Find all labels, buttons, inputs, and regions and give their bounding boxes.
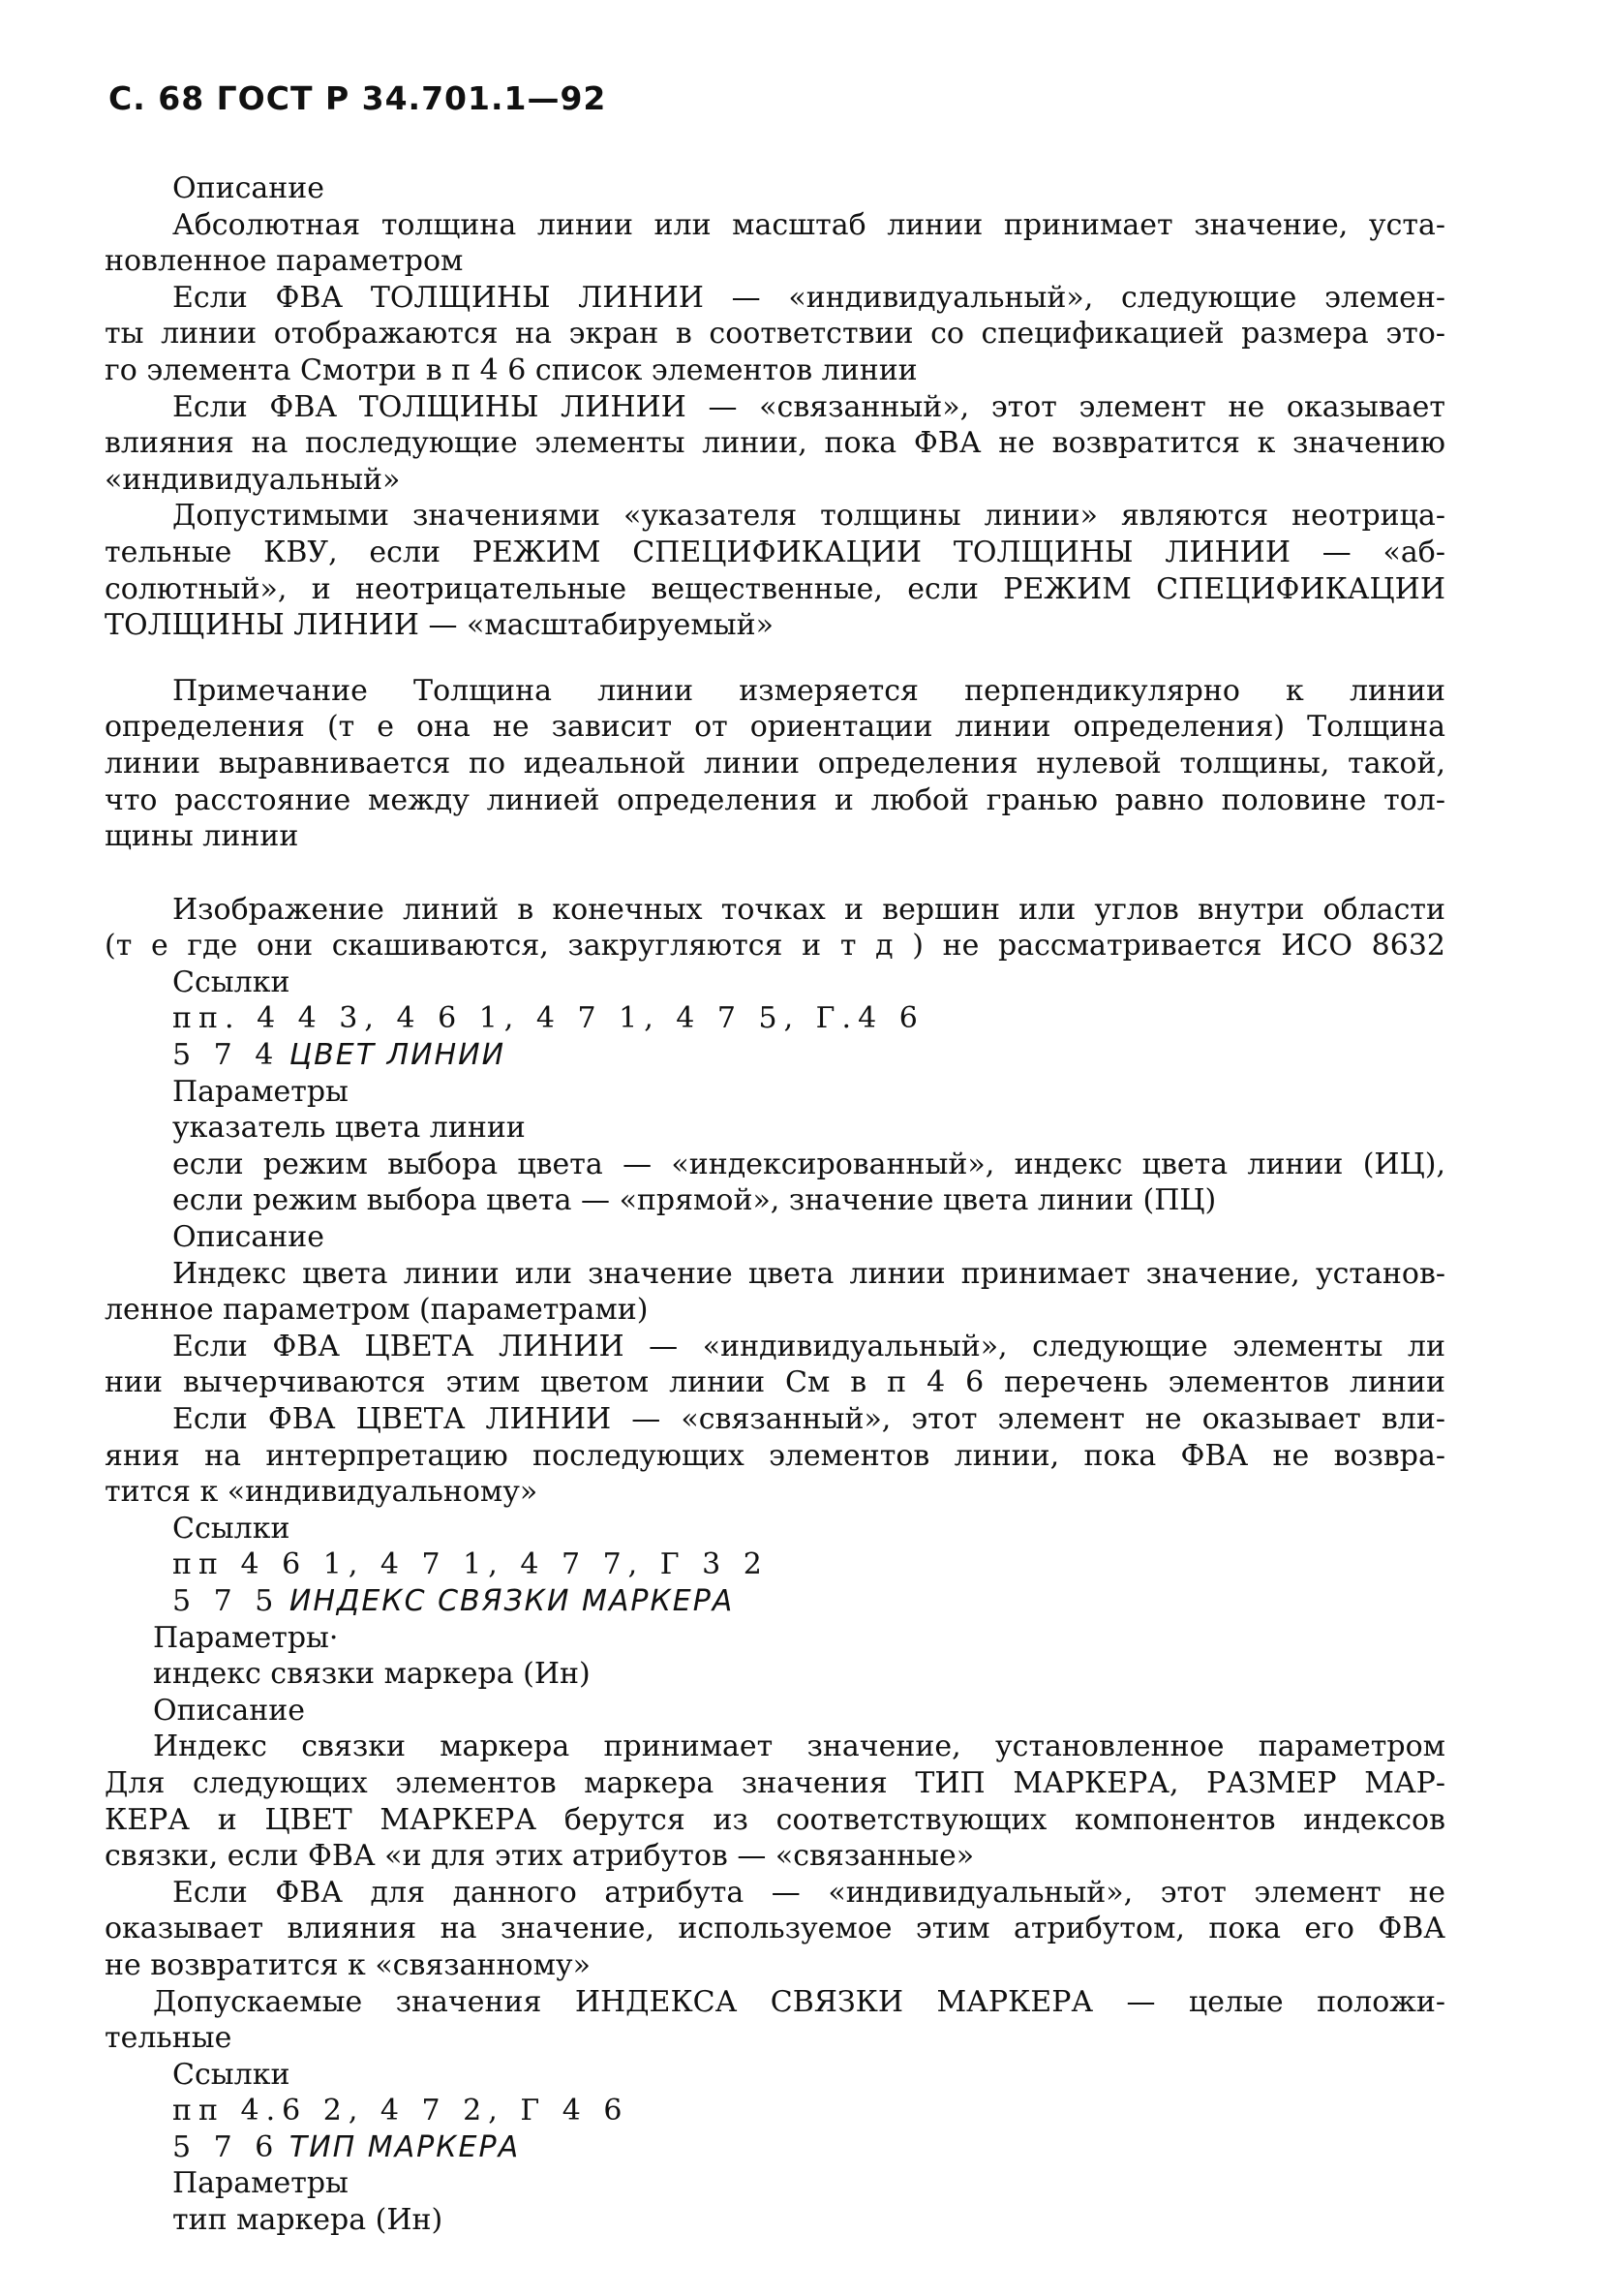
note-line: что расстояние между линией определения и любой гранью равно половине тол- bbox=[105, 782, 1445, 817]
text-line: тится к «индивидуальному» bbox=[105, 1475, 538, 1510]
note-line: Примечание Толщина линии измеряется перпендикулярно к линии bbox=[172, 673, 1445, 708]
text-line: Для следующих элементов маркера значения ТИП МАРКЕРА, РАЗМЕР МАР- bbox=[105, 1765, 1445, 1800]
text-line: «индивидуальный» bbox=[105, 462, 401, 497]
heading-description: Описание bbox=[172, 1220, 325, 1255]
text-line: нии вычерчиваются этим цветом линии См в п 4 6 перечень элементов линии bbox=[105, 1365, 1445, 1400]
section-number: 5 7 5 bbox=[172, 1583, 281, 1618]
text-line: тельные КВУ, если РЕЖИМ СПЕЦИФИКАЦИИ ТОЛЩИНЫ ЛИНИИ — «аб- bbox=[105, 535, 1445, 569]
text-line: Если ФВА ТОЛЩИНЫ ЛИНИИ — «связанный», этот элемент не оказывает bbox=[172, 389, 1445, 424]
section-576-title bbox=[105, 2131, 1445, 2164]
section-575-title bbox=[105, 1585, 1445, 1618]
params-heading: Параметры bbox=[172, 1074, 349, 1109]
heading-description: Описание bbox=[153, 1693, 306, 1728]
param-line: тип маркера (Ин) bbox=[172, 2203, 443, 2238]
text-line: КЕРА и ЦВЕТ МАРКЕРА берутся из соответствующих компонентов индексов bbox=[105, 1802, 1445, 1837]
text-line: солютный», и неотрицательные вещественные, если РЕЖИМ СПЕЦИФИКАЦИИ bbox=[105, 571, 1445, 606]
heading-description: Описание bbox=[172, 171, 325, 205]
section-title: ЦВЕТ ЛИНИИ bbox=[289, 1038, 506, 1073]
text-line: Абсолютная толщина линии или масштаб линии принимает значение, уста- bbox=[172, 207, 1445, 242]
note-line: определения (т е она не зависит от ориентации линии определения) Толщина bbox=[105, 710, 1445, 745]
text-line: (т е где они скашиваются, закругляются и т д ) не рассматривается ИСО 8632 bbox=[105, 929, 1445, 964]
text-line: тельные bbox=[105, 2021, 232, 2056]
params-heading: Параметры· bbox=[153, 1620, 339, 1655]
text-line: связки, если ФВА «и для этих атрибутов — «связанные» bbox=[105, 1839, 975, 1874]
param-line: указатель цвета линии bbox=[172, 1111, 526, 1146]
params-heading: Параметры bbox=[172, 2166, 349, 2201]
page-content bbox=[105, 172, 1445, 2241]
section-title: ТИП МАРКЕРА bbox=[289, 2129, 521, 2164]
param-line: индекс связки маркера (Ин) bbox=[153, 1657, 591, 1692]
section-title: ИНДЕКС СВЯЗКИ МАРКЕРА bbox=[289, 1583, 735, 1618]
refs-list: пп. 4 4 3, 4 6 1, 4 7 1, 4 7 5, Г.4 6 bbox=[172, 1001, 925, 1036]
text-line: Если ФВА ЦВЕТА ЛИНИИ — «индивидуальный», следующие элементы ли bbox=[172, 1329, 1445, 1363]
text-line: Изображение линий в конечных точках и вершин или углов внутри области bbox=[172, 892, 1445, 927]
text-line: Индекс цвета линии или значение цвета линии принимает значение, установ- bbox=[172, 1256, 1445, 1291]
note-line: линии выравнивается по идеальной линии определения нулевой толщины, такой, bbox=[105, 746, 1445, 781]
text-line: Если ФВА ЦВЕТА ЛИНИИ — «связанный», этот элемент не оказывает вли- bbox=[172, 1402, 1445, 1436]
note-line: щины линии bbox=[105, 819, 299, 854]
refs-heading: Ссылки bbox=[172, 964, 290, 999]
text-line: яния на интерпретацию последующих элементов линии, пока ФВА не возвра- bbox=[105, 1438, 1445, 1473]
text-line: влияния на последующие элементы линии, пока ФВА не возвратится к значению bbox=[105, 426, 1445, 461]
text-line: го элемента Смотри в п 4 6 список элементов линии bbox=[105, 352, 918, 387]
refs-heading: Ссылки bbox=[172, 1511, 290, 1546]
text-line: ТОЛЩИНЫ ЛИНИИ — «масштабируемый» bbox=[105, 608, 774, 643]
param-line: если режим выбора цвета — «прямой», значение цвета линии (ПЦ) bbox=[172, 1183, 1217, 1218]
text-line: Допустимыми значениями «указателя толщины линии» являются неотрица- bbox=[172, 499, 1445, 534]
section-number: 5 7 6 bbox=[172, 2129, 281, 2164]
text-line: ленное параметром (параметрами) bbox=[105, 1293, 649, 1328]
section-574-title bbox=[105, 1039, 1445, 1072]
text-line: Индекс связки маркера принимает значение, установленное параметром bbox=[153, 1730, 1445, 1764]
text-line: Если ФВА для данного атрибута — «индивидуальный», этот элемент не bbox=[172, 1875, 1445, 1910]
text-line: Если ФВА ТОЛЩИНЫ ЛИНИИ — «индивидуальный», следующие элемен- bbox=[172, 280, 1445, 315]
param-line: если режим выбора цвета — «индексированный», индекс цвета линии (ИЦ), bbox=[172, 1147, 1445, 1181]
refs-list: пп 4 6 1, 4 7 1, 4 7 7, Г 3 2 bbox=[172, 1547, 769, 1582]
text-line: ты линии отображаются на экран в соответствии со спецификацией размера это- bbox=[105, 317, 1445, 352]
text-line: не возвратится к «связанному» bbox=[105, 1947, 591, 1982]
refs-list: пп 4.6 2, 4 7 2, Г 4 6 bbox=[172, 2094, 629, 2128]
refs-heading: Ссылки bbox=[172, 2057, 290, 2092]
text-line: Допускаемые значения ИНДЕКСА СВЯЗКИ МАРКЕРА — целые положи- bbox=[153, 1984, 1445, 2019]
section-number: 5 7 4 bbox=[172, 1038, 281, 1073]
page-header: С. 68 ГОСТ Р 34.701.1—92 bbox=[108, 79, 607, 117]
text-line: оказывает влияния на значение, используемое этим атрибутом, пока его ФВА bbox=[105, 1912, 1445, 1946]
text-line: новленное параметром bbox=[105, 244, 464, 279]
